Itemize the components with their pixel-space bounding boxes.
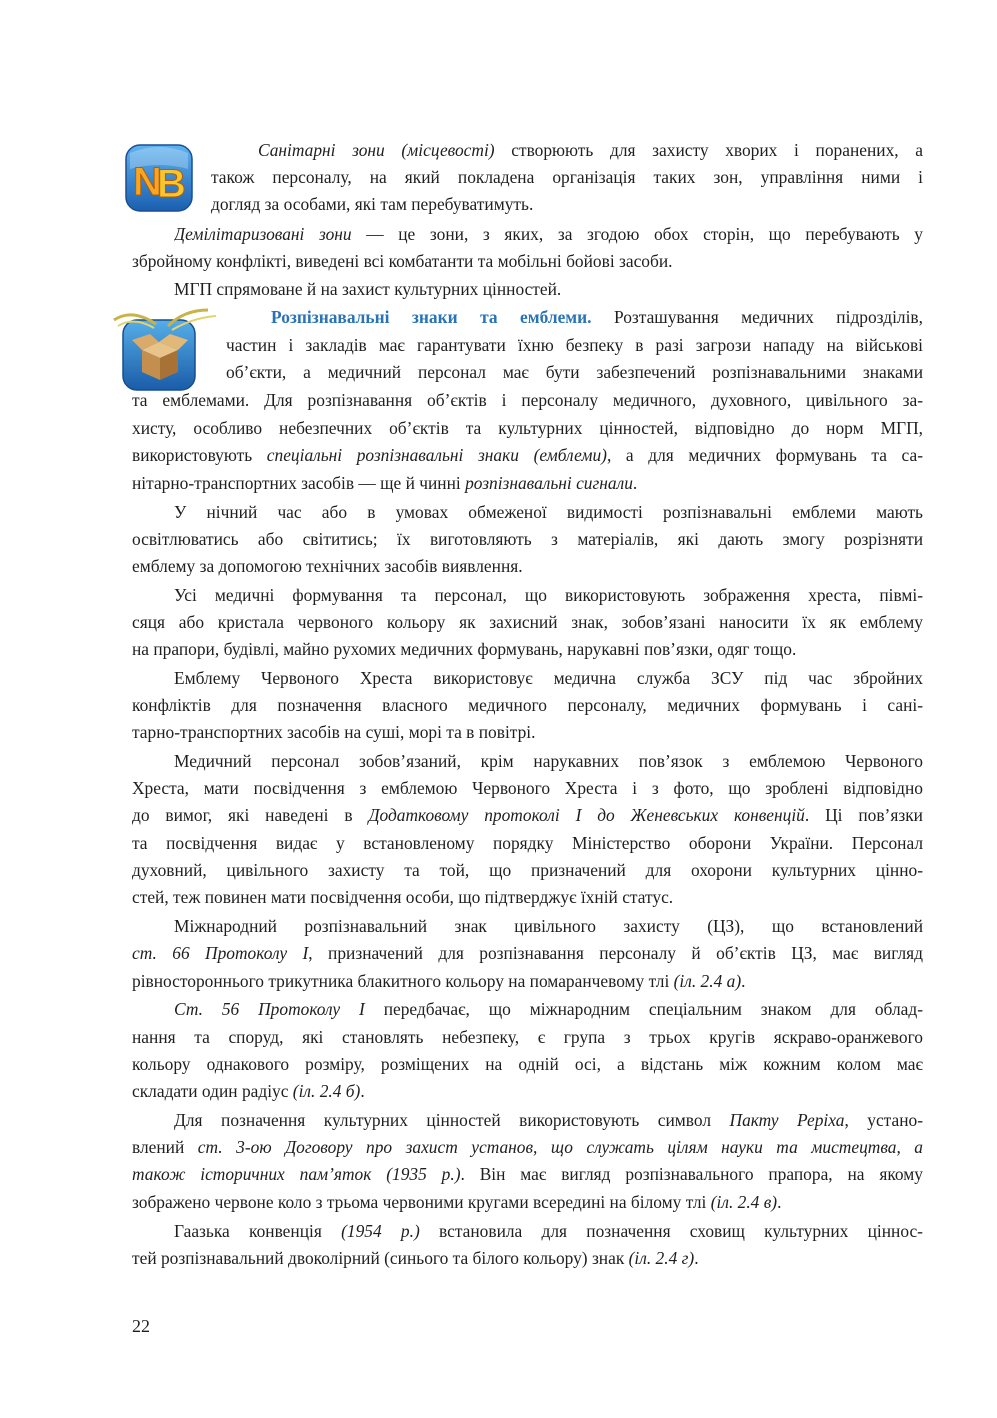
- text-line: рівностороннього трикутника блакитного кольору на помаранчевому тлі (іл. 2.4 а).: [132, 971, 746, 991]
- text-line: використовують спеціальні розпізнавальні знаки (емблеми), а для медичних формувань та са-: [132, 445, 923, 465]
- text-line: конфліктів для позначення власного медичного персоналу, медичних формувань і сані-: [132, 695, 923, 715]
- text-line: Санітарні зони (місцевості) створюють для захисту хворих і поранених, а: [258, 140, 923, 160]
- text-line: нання та споруд, які становлять небезпеку, є група з трьох кругів яскраво-оранжевого: [132, 1027, 923, 1047]
- page-number: 22: [132, 1316, 150, 1336]
- text-line: емблему за допомогою технічних засобів виявлення.: [132, 556, 523, 576]
- text-line: частин і закладів має гарантувати їхню безпеку в разі загрози нападу на військові: [226, 335, 923, 355]
- text-line: Демілітаризовані зони — це зони, з яких, за згодою обох сторін, що перебувають у: [174, 224, 923, 244]
- text-line: також історичних пам’яток (1935 р.). Він має вигляд розпізнавального прапора, на якому: [132, 1164, 923, 1184]
- text-line: Хреста, мати посвідчення з емблемою Червоного Хреста і з фото, що зроблені відповідно: [132, 778, 923, 798]
- text-line: тарно-транспортних засобів на суші, морі та в повітрі.: [132, 722, 536, 742]
- text-line: та посвідчення видає у встановленому порядку Міністерство оборони України. Персонал: [132, 833, 923, 853]
- text-line: Для позначення культурних цінностей використовують символ Пакту Реріха, устано-: [174, 1110, 923, 1130]
- text-line: Гаазька конвенція (1954 р.) встановила для позначення сховищ культурних ціннос-: [174, 1221, 923, 1241]
- text-line: зображено червоне коло з трьома червоними кругами всередині на білому тлі (іл. 2.4 в).: [132, 1192, 782, 1212]
- text-line: нітарно-транспортних засобів — ще й чинні розпізнавальні сигнали.: [132, 473, 638, 493]
- text-line: об’єкти, а медичний персонал має бути забезпечений розпізнавальними знаками: [226, 362, 923, 382]
- text-line: сяця або кристала червоного кольору як захисний знак, зобов’язані наносити їх як емблему: [132, 612, 923, 632]
- text-line: хисту, особливо небезпечних об’єктів та культурних цінностей, відповідно до норм МГП,: [132, 418, 923, 438]
- text-line: духовний, цивільного захисту та той, що призначений для охорони культурних цінно-: [132, 860, 923, 880]
- text-line: Міжнародний розпізнавальний знак цивільного захисту (ЦЗ), що встановлений: [174, 916, 923, 936]
- text-line: догляд за особами, які там перебуватимуть.: [211, 194, 534, 214]
- text-line: влений ст. 3-ою Договору про захист установ, що служать цілям науки та мистецтва, а: [132, 1137, 923, 1157]
- section-heading: Розпізнавальні знаки та емблеми.: [271, 307, 592, 327]
- text-line: Медичний персонал зобов’язаний, крім нарукавних пов’язок з емблемою Червоного: [174, 751, 923, 771]
- text-line: Ст. 56 Протоколу І передбачає, що міжнародним спеціальним знаком для облад-: [174, 999, 923, 1019]
- text-line: освітлюватись або світитись; їх виготовляють з матеріалів, які дають змогу розрізняти: [132, 529, 923, 549]
- text-line: тей розпізнавальний двоколірний (синього та білого кольору) знак (іл. 2.4 г).: [132, 1248, 699, 1268]
- text-line: Емблему Червоного Хреста використовує медична служба ЗСУ під час збройних: [174, 668, 923, 688]
- text-line: Розпізнавальні знаки та емблеми. Розташування медичних підрозділів,: [271, 307, 923, 327]
- text-line: та емблемами. Для розпізнавання об’єктів і персоналу медичного, духовного, цивільного за-: [132, 390, 923, 410]
- text-line: У нічний час або в умовах обмеженої видимості розпізнавальні емблеми мають: [174, 502, 923, 522]
- text-line: МГП спрямоване й на захист культурних цінностей.: [174, 279, 562, 299]
- text-line: складати один радіус (іл. 2.4 б).: [132, 1081, 365, 1101]
- nb-icon: [124, 143, 194, 213]
- open-box-icon: [112, 306, 222, 392]
- text-line: також персоналу, на який покладена організація таких зон, управління ними і: [211, 167, 923, 187]
- text-line: стей, теж повинен мати посвідчення особи, що підтверджує їхній статус.: [132, 887, 674, 907]
- svg-text:N: N: [133, 160, 162, 204]
- text-line: збройному конфлікті, виведені всі комбатанти та мобільні бойові засоби.: [132, 251, 673, 271]
- text-line: Усі медичні формування та персонал, що використовують зображення хреста, півмі-: [174, 585, 923, 605]
- text-line: на прапори, будівлі, майно рухомих медичних формувань, нарукавні пов’язки, одяг тощо.: [132, 639, 797, 659]
- text-line: до вимог, які наведені в Додатковому протоколі І до Женевських конвенцій. Ці пов’язки: [132, 805, 923, 825]
- text-line: ст. 66 Протоколу І, призначений для розпізнавання персоналу й об’єктів ЦЗ, має вигляд: [132, 943, 923, 963]
- svg-text:B: B: [157, 162, 186, 206]
- text-line: кольору однакового розміру, розміщених на одній осі, а відстань між кожним колом має: [132, 1054, 923, 1074]
